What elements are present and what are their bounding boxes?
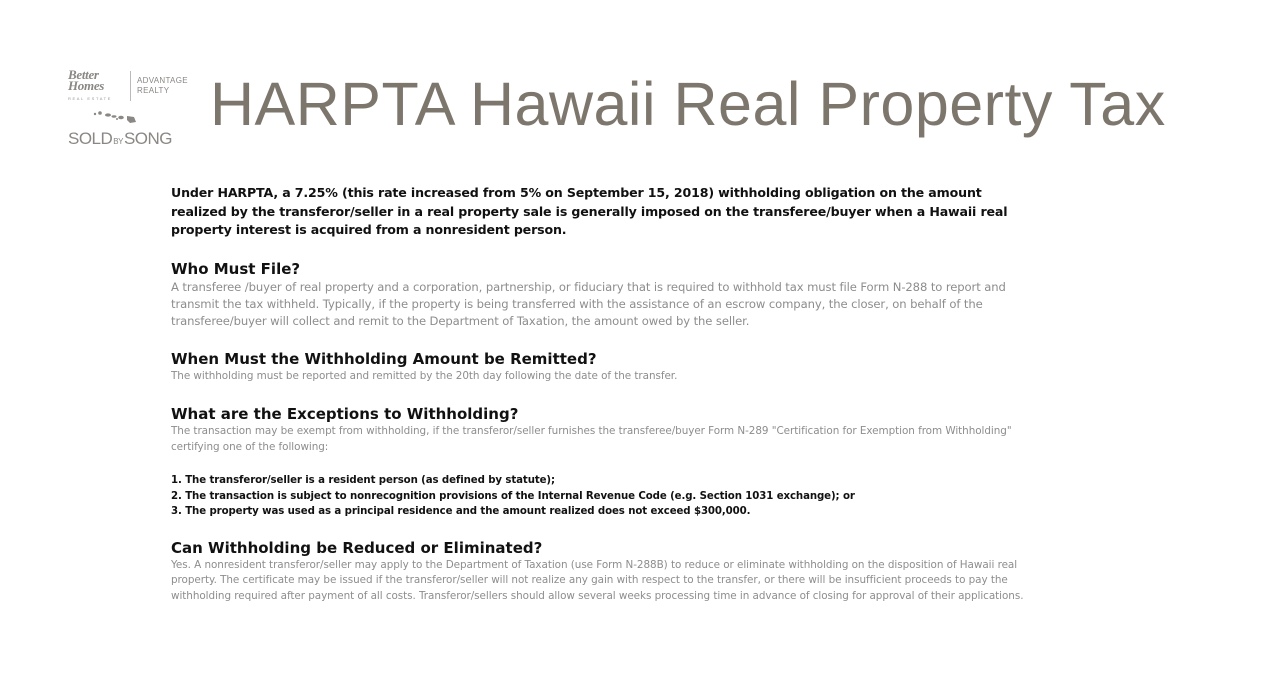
sold-by-song-wordmark xyxy=(68,129,192,149)
page-title: HARPTA Hawaii Real Property Tax xyxy=(210,70,1166,138)
by-text: BY xyxy=(113,137,123,146)
section-heading-reduced-eliminated: Can Withholding be Reduced or Eliminated? xyxy=(171,538,543,557)
section-body-who-must-file: A transferee /buyer of real property and a corporation, partnership, or fiduciary that is required to withhold tax must file Form N-288 to report and transmit the tax withheld. Typically, if the property is being transferred with the assistance of an escrow company, the closer, on behalf of the transferee/buyer will collect and remit to the Department of Taxation, the amount owed by the seller. xyxy=(171,279,1006,328)
brand-sub: REAL ESTATE xyxy=(68,95,112,101)
section-body-reduced-eliminated: Yes. A nonresident transferor/seller may apply to the Department of Taxation (use Form N-288B) to reduce or eliminate withholding on the disposition of Hawaii real property. The certificate may be issued if the transferor/seller will not realize any gain with respect to the transfer, or there will be insufficient proceeds to pay the withholding required after payment of all costs. Transferor/sellers should allow several weeks processing time in advance of closing for approval of their applications. xyxy=(171,558,1024,602)
brand-line-1: Better xyxy=(68,66,99,82)
section-body-exceptions: The transaction may be exempt from withholding, if the transferor/seller furnishes the transferee/buyer Form N-289 "Certification for Exemption from Withholding" certifying one of the following: xyxy=(171,425,1012,453)
logo-top-row xyxy=(68,68,192,104)
article-content xyxy=(171,184,1041,604)
brand-logo[interactable] xyxy=(68,68,192,154)
section-heading-when-remitted: When Must the Withholding Amount be Remitted? xyxy=(171,349,597,368)
logo-divider xyxy=(130,71,131,101)
section-heading-exceptions: What are the Exceptions to Withholding? xyxy=(171,405,519,423)
list-item: 3. The property was used as a principal residence and the amount realized does not exceed $300,000. xyxy=(171,506,751,517)
sold-text: SOLD xyxy=(68,129,113,148)
hawaii-islands-icon xyxy=(92,110,142,124)
advantage-realty-text xyxy=(137,76,188,96)
intro-paragraph: Under HARPTA, a 7.25% (this rate increased from 5% on September 15, 2018) withholding obligation on the amount realized by the transferor/seller in a real property sale is generally imposed on the transferee/buyer when a Hawaii real property interest is acquired from a nonresident person. xyxy=(171,185,1008,237)
list-item: 1. The transferor/seller is a resident person (as defined by statute); xyxy=(171,475,555,486)
song-text: SONG xyxy=(123,129,173,148)
exceptions-list xyxy=(171,473,1041,520)
section-heading-who-must-file: Who Must File? xyxy=(171,259,301,278)
brand-line-2: Homes xyxy=(68,77,105,93)
advantage-line-1: ADVANTAGE xyxy=(137,76,188,85)
advantage-line-2: REALTY xyxy=(137,86,170,95)
section-body-when-remitted: The withholding must be reported and remitted by the 20th day following the date of the transfer. xyxy=(171,369,678,382)
better-homes-wordmark xyxy=(68,66,126,104)
list-item: 2. The transaction is subject to nonrecognition provisions of the Internal Revenue Code (e.g. Section 1031 exchange); or xyxy=(171,490,855,502)
